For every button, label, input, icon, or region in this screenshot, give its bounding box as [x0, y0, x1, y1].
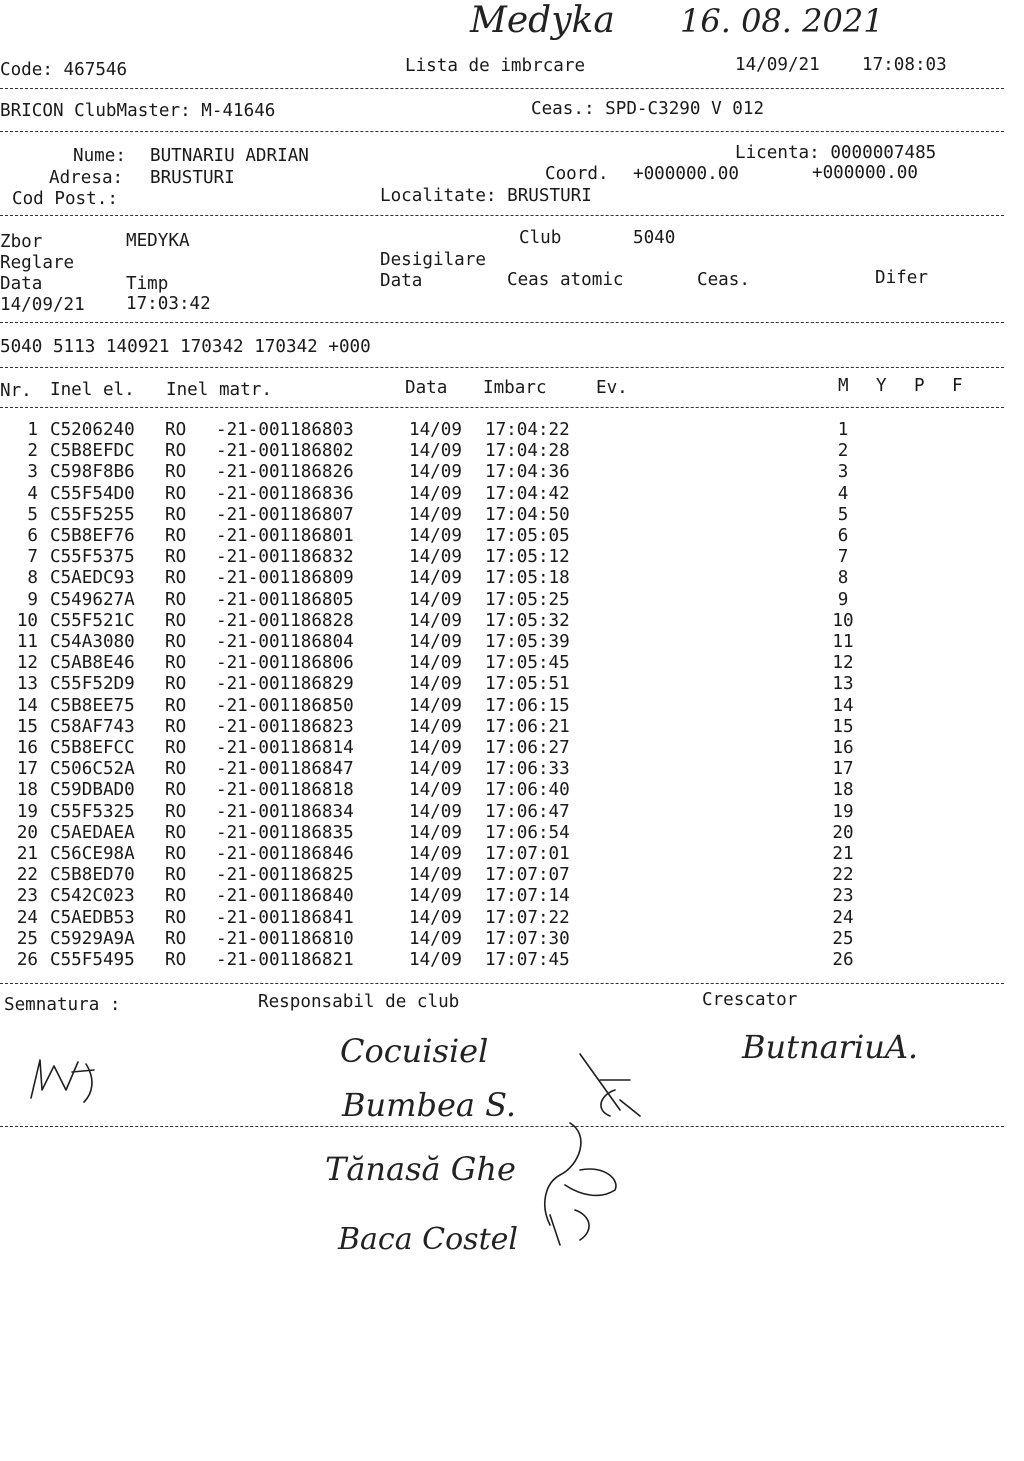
electronic-ring: C5AEDB53	[50, 907, 135, 928]
row-number: 9	[27, 589, 38, 610]
row-number: 1	[27, 420, 38, 440]
registration-ring: -21-001186823	[216, 716, 354, 737]
entry-time: 17:06:40	[485, 780, 570, 801]
m-rank: 14	[832, 695, 854, 716]
signature-label: Semnatura :	[4, 995, 121, 1015]
electronic-ring: C5AEDAEA	[50, 822, 135, 843]
m-rank: 21	[832, 844, 854, 864]
entry-date: 14/09	[409, 547, 462, 568]
divider	[0, 322, 1004, 323]
entry-time: 17:06:21	[485, 716, 570, 737]
timp-label: Timp	[126, 274, 169, 294]
m-rank: 20	[832, 822, 854, 843]
row-number: 25	[16, 928, 38, 949]
electronic-ring: C5B8EFCC	[50, 738, 135, 758]
row-number: 12	[16, 653, 38, 674]
registration-ring: -21-001186836	[216, 483, 354, 504]
row-number: 23	[16, 886, 38, 907]
table-row	[0, 504, 1000, 528]
row-number: 19	[16, 801, 38, 822]
entry-date: 14/09	[409, 844, 462, 864]
entry-time: 17:04:22	[485, 420, 570, 440]
country-code: RO	[165, 886, 187, 907]
entry-date: 14/09	[409, 801, 462, 822]
col-inel-el: Inel el.	[50, 380, 135, 400]
entry-date: 14/09	[409, 695, 462, 716]
entry-time: 17:07:22	[485, 907, 570, 928]
electronic-ring: C5929A9A	[50, 928, 135, 949]
table-row	[0, 483, 1000, 507]
registration-ring: -21-001186818	[216, 780, 354, 801]
entry-date: 14/09	[409, 632, 462, 652]
entry-time: 17:05:51	[485, 674, 570, 695]
registration-ring: -21-001186821	[216, 950, 354, 970]
entry-date: 14/09	[409, 674, 462, 695]
regulation-time: 17:03:42	[126, 294, 211, 314]
row-number: 2	[27, 441, 38, 462]
registration-ring: -21-001186804	[216, 632, 354, 652]
row-number: 10	[16, 610, 38, 631]
document-title: Lista de imbrcare	[405, 56, 586, 76]
table-row	[0, 888, 1000, 909]
electronic-ring: C54A3080	[50, 632, 135, 652]
print-date: 14/09/21	[735, 55, 820, 75]
entry-time: 17:05:18	[485, 568, 570, 589]
electronic-ring: C55F52D9	[50, 674, 135, 695]
entry-time: 17:04:42	[485, 483, 570, 504]
electronic-ring: C55F5255	[50, 504, 135, 525]
signature-mark-left	[26, 1050, 116, 1110]
registration-ring: -21-001186802	[216, 441, 354, 462]
country-code: RO	[165, 738, 187, 758]
coord-label: Coord.	[545, 164, 609, 184]
entry-date: 14/09	[409, 441, 462, 462]
table-row	[0, 589, 1000, 613]
electronic-ring: C59DBAD0	[50, 780, 135, 801]
data-label: Data	[0, 274, 43, 294]
registration-ring: -21-001186803	[216, 420, 354, 440]
divider	[0, 131, 1004, 132]
col-ev: Ev.	[596, 378, 628, 398]
owner-name-label: Nume:	[73, 146, 126, 166]
club-signature-name-2: Bumbea S.	[342, 1086, 517, 1124]
entry-date: 14/09	[409, 504, 462, 525]
signature-mark-lower	[520, 1115, 640, 1255]
registration-ring: -21-001186825	[216, 865, 354, 886]
entry-time: 17:06:15	[485, 695, 570, 716]
electronic-ring: C55F54D0	[50, 483, 135, 504]
registration-ring: -21-001186841	[216, 907, 354, 928]
country-code: RO	[165, 716, 187, 737]
table-row	[0, 907, 1000, 931]
postal-code-label: Cod Post.:	[12, 189, 118, 209]
divider	[0, 407, 1004, 408]
country-code: RO	[165, 801, 187, 822]
country-code: RO	[165, 483, 187, 504]
entry-time: 17:04:28	[485, 441, 570, 462]
row-number: 24	[16, 907, 38, 928]
country-code: RO	[165, 695, 187, 716]
country-code: RO	[165, 822, 187, 843]
entry-time: 17:07:01	[485, 844, 570, 864]
flight-label: Zbor	[0, 232, 43, 252]
registration-ring: -21-001186801	[216, 526, 354, 546]
coord-longitude: +000000.00	[812, 163, 918, 183]
entry-date: 14/09	[409, 568, 462, 589]
entry-time: 17:07:30	[485, 928, 570, 949]
m-rank: 25	[832, 928, 854, 949]
row-number: 7	[27, 547, 38, 568]
m-rank: 16	[832, 738, 854, 758]
clubmaster-id: BRICON ClubMaster: M-41646	[0, 101, 276, 121]
entry-time: 17:06:54	[485, 822, 570, 843]
owner-name: BUTNARIU ADRIAN	[150, 146, 309, 166]
entry-time: 17:05:12	[485, 547, 570, 568]
electronic-ring: C58AF743	[50, 716, 135, 737]
row-number: 15	[16, 716, 38, 737]
club-responsible-label: Responsabil de club	[258, 992, 460, 1012]
m-rank: 1	[837, 420, 849, 440]
col-p: P	[914, 376, 925, 396]
entry-date: 14/09	[409, 483, 462, 504]
registration-ring: -21-001186847	[216, 759, 354, 780]
m-rank: 15	[832, 716, 854, 737]
electronic-ring: C55F521C	[50, 610, 135, 631]
entry-time: 17:05:45	[485, 653, 570, 674]
registration-ring: -21-001186826	[216, 462, 354, 483]
row-number: 17	[16, 759, 38, 780]
data-label-2: Data	[380, 271, 423, 291]
atomic-clock-label: Ceas atomic	[507, 270, 624, 290]
country-code: RO	[165, 504, 187, 525]
electronic-ring: C542C023	[50, 886, 135, 907]
registration-ring: -21-001186850	[216, 695, 354, 716]
coord-latitude: +000000.00	[633, 164, 739, 184]
m-rank: 8	[837, 568, 849, 589]
regulation-date: 14/09/21	[0, 295, 85, 315]
country-code: RO	[165, 610, 187, 631]
entry-date: 14/09	[409, 886, 462, 907]
divider	[0, 983, 1004, 984]
country-code: RO	[165, 780, 187, 801]
m-rank: 4	[837, 483, 849, 504]
row-number: 22	[16, 865, 38, 886]
table-row	[0, 952, 1000, 973]
row-number: 3	[27, 462, 38, 483]
desigilare-label: Desigilare	[380, 250, 486, 270]
entry-date: 14/09	[409, 759, 462, 780]
m-rank: 2	[837, 441, 849, 462]
divider	[0, 88, 1004, 89]
table-row	[0, 822, 1000, 846]
table-row	[0, 801, 1000, 825]
registration-ring: -21-001186805	[216, 589, 354, 610]
registration-ring: -21-001186806	[216, 653, 354, 674]
country-code: RO	[165, 632, 187, 652]
entry-date: 14/09	[409, 780, 462, 801]
table-row	[0, 695, 1000, 719]
entry-date: 14/09	[409, 822, 462, 843]
country-code: RO	[165, 589, 187, 610]
m-rank: 6	[837, 526, 849, 546]
summary-code-line: 5040 5113 140921 170342 170342 +000	[0, 337, 371, 357]
entry-date: 14/09	[409, 589, 462, 610]
table-row	[0, 528, 1000, 549]
entry-time: 17:05:39	[485, 632, 570, 652]
row-number: 14	[16, 695, 38, 716]
divider	[0, 215, 1004, 216]
entry-date: 14/09	[409, 928, 462, 949]
col-imbarc: Imbarc	[483, 378, 547, 398]
entry-date: 14/09	[409, 610, 462, 631]
row-number: 20	[16, 822, 38, 843]
handwritten-date: 16. 08. 2021	[680, 2, 884, 40]
electronic-ring: C5B8EE75	[50, 695, 135, 716]
country-code: RO	[165, 865, 187, 886]
m-rank: 24	[832, 907, 854, 928]
club-signature-name-3: Tănasă Ghe	[325, 1150, 516, 1188]
electronic-ring: C5B8ED70	[50, 865, 135, 886]
clock-id: Ceas.: SPD-C3290 V 012	[531, 99, 765, 119]
row-number: 13	[16, 674, 38, 695]
row-number: 18	[16, 780, 38, 801]
country-code: RO	[165, 420, 187, 440]
row-number: 5	[27, 504, 38, 525]
registration-ring: -21-001186829	[216, 674, 354, 695]
entry-time: 17:05:05	[485, 526, 570, 546]
m-rank: 26	[832, 950, 854, 970]
table-row	[0, 676, 1000, 697]
table-row	[0, 464, 1000, 485]
divider	[0, 1126, 1004, 1127]
country-code: RO	[165, 547, 187, 568]
registration-ring: -21-001186807	[216, 504, 354, 525]
divider	[0, 367, 1004, 368]
table-row	[0, 570, 1000, 591]
row-number: 4	[27, 483, 38, 504]
electronic-ring: C5B8EF76	[50, 526, 135, 546]
table-row	[0, 867, 1000, 888]
m-rank: 10	[832, 610, 854, 631]
country-code: RO	[165, 759, 187, 780]
club-signature-name-1: Cocuisiel	[340, 1032, 489, 1070]
row-number: 11	[16, 632, 38, 652]
row-number: 16	[16, 738, 38, 758]
col-nr: Nr.	[0, 381, 32, 401]
entry-date: 14/09	[409, 462, 462, 483]
difference-label: Difer	[875, 268, 928, 288]
row-number: 6	[27, 526, 38, 546]
electronic-ring: C55F5495	[50, 950, 135, 970]
reglare-label: Reglare	[0, 253, 75, 273]
entry-time: 17:05:32	[485, 610, 570, 631]
registration-ring: -21-001186840	[216, 886, 354, 907]
entry-time: 17:06:33	[485, 759, 570, 780]
country-code: RO	[165, 907, 187, 928]
country-code: RO	[165, 844, 187, 864]
entry-time: 17:07:14	[485, 886, 570, 907]
entry-date: 14/09	[409, 950, 462, 970]
m-rank: 23	[832, 886, 854, 907]
club-signature-name-4: Baca Costel	[338, 1222, 518, 1257]
m-rank: 12	[832, 653, 854, 674]
row-number: 8	[27, 568, 38, 589]
col-y: Y	[876, 376, 887, 396]
entry-time: 17:05:25	[485, 589, 570, 610]
entry-date: 14/09	[409, 526, 462, 546]
locality: Localitate: BRUSTURI	[380, 186, 592, 206]
entry-time: 17:07:45	[485, 950, 570, 970]
entry-time: 17:07:07	[485, 865, 570, 886]
entry-date: 14/09	[409, 865, 462, 886]
m-rank: 17	[832, 759, 854, 780]
table-row	[0, 634, 1000, 655]
entry-time: 17:04:50	[485, 504, 570, 525]
entry-time: 17:04:36	[485, 462, 570, 483]
print-time: 17:08:03	[862, 55, 947, 75]
registration-ring: -21-001186809	[216, 568, 354, 589]
table-row	[0, 443, 1000, 464]
electronic-ring: C5AB8E46	[50, 653, 135, 674]
license-number: Licenta: 0000007485	[735, 143, 937, 163]
table-row	[0, 655, 1000, 676]
clock-label: Ceas.	[697, 270, 750, 290]
table-row	[0, 782, 1000, 803]
registration-ring: -21-001186834	[216, 801, 354, 822]
registration-ring: -21-001186835	[216, 822, 354, 843]
owner-address-label: Adresa:	[49, 168, 124, 188]
col-f: F	[952, 376, 963, 396]
entry-date: 14/09	[409, 738, 462, 758]
m-rank: 11	[832, 632, 854, 652]
registration-ring: -21-001186810	[216, 928, 354, 949]
country-code: RO	[165, 950, 187, 970]
col-data: Data	[405, 378, 448, 398]
col-inel-matr: Inel matr.	[166, 380, 272, 400]
entry-time: 17:06:47	[485, 801, 570, 822]
m-rank: 13	[832, 674, 854, 695]
breeder-signature-name: ButnariuA.	[742, 1028, 919, 1066]
row-number: 26	[16, 950, 38, 970]
electronic-ring: C56CE98A	[50, 844, 135, 864]
electronic-ring: C5AEDC93	[50, 568, 135, 589]
club-label: Club	[519, 228, 562, 248]
handwritten-location: Medyka	[470, 0, 615, 41]
table-row	[0, 846, 1000, 867]
owner-address: BRUSTURI	[150, 168, 235, 188]
entry-time: 17:06:27	[485, 738, 570, 758]
country-code: RO	[165, 568, 187, 589]
country-code: RO	[165, 674, 187, 695]
registration-ring: -21-001186828	[216, 610, 354, 631]
electronic-ring: C55F5375	[50, 547, 135, 568]
registration-ring: -21-001186814	[216, 738, 354, 758]
electronic-ring: C549627A	[50, 589, 135, 610]
flight-name: MEDYKA	[126, 231, 190, 251]
table-row	[0, 549, 1000, 570]
club-number: 5040	[633, 228, 676, 248]
entry-date: 14/09	[409, 420, 462, 440]
col-m: M	[838, 376, 849, 396]
row-number: 21	[16, 844, 38, 864]
document-code: Code: 467546	[0, 60, 128, 80]
registration-ring: -21-001186846	[216, 844, 354, 864]
electronic-ring: C5B8EFDC	[50, 441, 135, 462]
electronic-ring: C55F5325	[50, 801, 135, 822]
m-rank: 18	[832, 780, 854, 801]
table-row	[0, 761, 1000, 782]
m-rank: 5	[837, 504, 849, 525]
m-rank: 19	[832, 801, 854, 822]
m-rank: 22	[832, 865, 854, 886]
table-row	[0, 610, 1000, 634]
entry-date: 14/09	[409, 653, 462, 674]
registration-ring: -21-001186832	[216, 547, 354, 568]
table-row	[0, 740, 1000, 761]
electronic-ring: C598F8B6	[50, 462, 135, 483]
m-rank: 3	[837, 462, 849, 483]
table-row	[0, 422, 1000, 443]
electronic-ring: C5206240	[50, 420, 135, 440]
entry-date: 14/09	[409, 907, 462, 928]
m-rank: 9	[837, 589, 849, 610]
entry-date: 14/09	[409, 716, 462, 737]
m-rank: 7	[837, 547, 849, 568]
country-code: RO	[165, 526, 187, 546]
country-code: RO	[165, 653, 187, 674]
country-code: RO	[165, 462, 187, 483]
table-row	[0, 716, 1000, 740]
country-code: RO	[165, 441, 187, 462]
country-code: RO	[165, 928, 187, 949]
electronic-ring: C506C52A	[50, 759, 135, 780]
table-row	[0, 928, 1000, 952]
breeder-label: Crescator	[702, 990, 798, 1010]
